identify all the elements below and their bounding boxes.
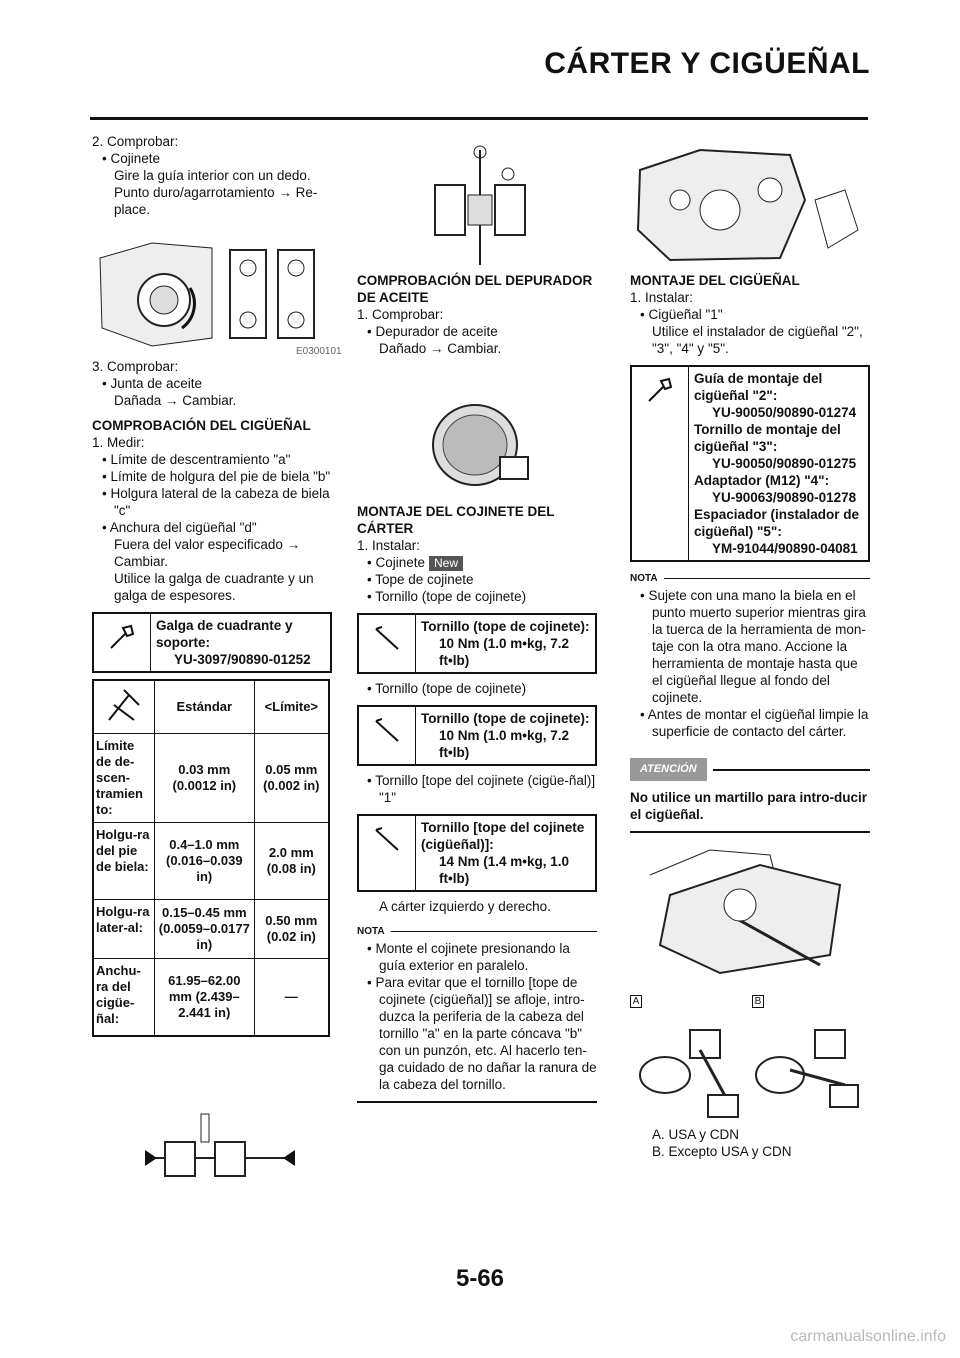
page-title: CÁRTER Y CIGÜEÑAL	[544, 47, 870, 80]
row-label: Anchu-ra del cigüe-ñal:	[93, 959, 155, 1037]
caution-label: ATENCIÓN	[630, 758, 707, 781]
page-number: 5-66	[455, 1265, 505, 1292]
new-badge: New	[429, 556, 463, 571]
torque-spec-box	[357, 705, 597, 766]
row-standard: 0.4–1.0 mm (0.016–0.039 in)	[155, 823, 255, 900]
spec-value: 10 Nm (1.0 m•kg, 7.2 ft•lb)	[439, 728, 570, 760]
wrench-icon	[632, 367, 689, 560]
text-line: Utilice el instalador de cigüeñal "2", "3", "4" y "5".	[652, 324, 863, 356]
spec-name: Tornillo (tope de cojinete):	[421, 619, 590, 634]
step-2: 2. Comprobar:	[92, 134, 179, 149]
caution-text: No utilice un martillo para intro-ducir el cigüeñal.	[630, 790, 868, 822]
note-label: NOTA	[357, 926, 385, 937]
spec-name: Tornillo [tope del cojinete (cigüeñal)]:	[421, 820, 585, 852]
row-limit: 0.05 mm (0.002 in)	[254, 734, 329, 823]
table-row	[93, 959, 329, 1037]
text-line: Punto duro/agarrotamiento → Re-	[114, 185, 318, 200]
spec-value: 14 Nm (1.4 m•kg, 1.0 ft•lb)	[439, 854, 570, 886]
row-limit: 2.0 mm (0.08 in)	[254, 823, 329, 900]
table-row	[93, 823, 329, 900]
bullet-bearing: • Cojinete	[102, 151, 161, 166]
note-item: • Sujete con una mano la biela en el punto muerto superior mientras gira la tuerca de la herramienta de mon-taje con la otra mano. Accione la herramienta de montaje hasta que el cigüeñal llegue al fondo del cojinete.	[640, 588, 866, 705]
figure-label-b: B	[752, 995, 764, 1008]
crankcase-figure	[630, 140, 870, 268]
bullet-item: • Tornillo (tope de cojinete)	[367, 681, 527, 696]
note-end-rule	[357, 1101, 597, 1103]
text-line: place.	[114, 202, 151, 217]
crankshaft-install-figure	[630, 845, 870, 980]
text-line: Cambiar.	[114, 554, 169, 569]
table-row	[93, 900, 329, 959]
caption-a: A. USA y CDN	[652, 1127, 740, 1142]
torque-wrench-icon	[359, 615, 416, 672]
text-line: A cárter izquierdo y derecho.	[379, 899, 551, 914]
tool-spec-box	[92, 612, 332, 673]
bullet-item: • Anchura del cigüeñal "d"	[102, 520, 257, 535]
note-header	[357, 923, 597, 940]
row-label: Holgu-ra del pie de biela:	[93, 823, 155, 900]
row-label: Holgu-ra later-al:	[93, 900, 155, 959]
limits-table	[92, 679, 330, 1037]
crankshaft-figure-top	[420, 140, 540, 268]
figure-spacer	[357, 357, 597, 495]
torque-spec-box	[357, 814, 597, 892]
note-label: NOTA	[630, 573, 658, 584]
note-header	[630, 570, 870, 587]
torque-spec-box	[357, 613, 597, 674]
installer-tools-figure	[630, 1010, 870, 1120]
bullet-item: • Cigüeñal "1"	[640, 307, 723, 322]
tool-code: YU-3097/90890-01252	[174, 652, 311, 667]
note-item: • Antes de montar el cigüeñal limpie la superficie de contacto del cárter.	[640, 707, 869, 739]
step-3: 3. Comprobar:	[92, 359, 179, 374]
bullet-item: • Tope de cojinete	[367, 572, 474, 587]
text-line: Dañado → Cambiar.	[379, 341, 502, 356]
figure-spacer	[92, 218, 332, 358]
section-heading: MONTAJE DEL COJINETE DEL CÁRTER	[357, 504, 555, 536]
note-item: • Para evitar que el tornillo [tope de cojinete (cigüeñal)] se afloje, intro-duzca la periferia de la cabeza del tornillo "a" en la parte cóncava "b" con un punzón, etc. Al hacerlo ten-ga cuidado de no dañar la ranura de la cabeza del tornillo.	[367, 975, 597, 1092]
bullet-item: • Tornillo (tope de cojinete)	[367, 589, 527, 604]
text-line: Dañada → Cambiar.	[114, 393, 237, 408]
row-limit: —	[254, 959, 329, 1037]
bullet-oil-seal: • Junta de aceite	[102, 376, 203, 391]
tool-name: Adaptador (M12) "4":	[694, 473, 830, 488]
torque-wrench-icon	[359, 707, 416, 764]
wrench-icon	[94, 614, 151, 671]
header-rule	[90, 117, 868, 120]
step-1: 1. Medir:	[92, 435, 145, 450]
tool-spec-box	[630, 365, 870, 562]
tool-name: Guía de montaje del cigüeñal "2":	[694, 371, 823, 403]
caution-header	[630, 758, 870, 781]
section-heading: COMPROBACIÓN DEL DEPURADOR DE ACEITE	[357, 273, 593, 305]
tool-code: YU-90050/90890-01275	[712, 456, 857, 471]
figure-code: E0300101	[296, 346, 342, 357]
spec-value: 10 Nm (1.0 m•kg, 7.2 ft•lb)	[439, 636, 570, 668]
text-line: Utilice la galga de cuadrante y un galga de espesores.	[114, 571, 314, 603]
bullet-item: • Depurador de aceite	[367, 324, 498, 339]
header-standard: Estándar	[155, 680, 255, 734]
tool-code: YU-90050/90890-01274	[712, 405, 857, 420]
section-heading: COMPROBACIÓN DEL CIGÜEÑAL	[92, 418, 311, 433]
text-line: Gire la guía interior con un dedo.	[114, 168, 311, 183]
bullet-item: • Límite de descentramiento "a"	[102, 452, 291, 467]
measure-icon	[93, 680, 155, 734]
header-limit: <Límite>	[254, 680, 329, 734]
watermark: carmanualsonline.info	[790, 1328, 946, 1345]
spec-name: Tornillo (tope de cojinete):	[421, 711, 590, 726]
bullet-item: • Holgura lateral de la cabeza de biela "c"	[102, 486, 330, 518]
step-1: 1. Comprobar:	[357, 307, 444, 322]
caption-b: B. Excepto USA y CDN	[652, 1144, 792, 1159]
tool-name: Espaciador (instalador de cigüeñal) "5":	[694, 507, 860, 539]
bullet-item: • Límite de holgura del pie de biela "b"	[102, 469, 331, 484]
text-line: Fuera del valor especificado →	[114, 537, 301, 552]
bullet-item: • Tornillo [tope del cojinete (cigüe-ñal)] "1"	[367, 773, 596, 805]
tool-code: YU-90063/90890-01278	[712, 490, 857, 505]
caution-end-rule	[630, 831, 870, 833]
note-item: • Monte el cojinete presionando la guía exterior en paralelo.	[367, 941, 570, 973]
row-standard: 0.15–0.45 mm (0.0059–0.0177 in)	[155, 900, 255, 959]
tool-code: YM-91044/90890-04081	[712, 541, 858, 556]
table-row	[93, 734, 329, 823]
tool-name: Tornillo de montaje del cigüeñal "3":	[694, 422, 841, 454]
column-3	[630, 272, 870, 833]
row-standard: 0.03 mm (0.0012 in)	[155, 734, 255, 823]
column-2	[357, 272, 597, 1103]
bullet-item: • Cojinete	[367, 555, 426, 570]
figure-label-a: A	[630, 995, 642, 1008]
row-limit: 0.50 mm (0.02 in)	[254, 900, 329, 959]
column-1	[92, 133, 332, 1037]
step-1: 1. Instalar:	[357, 538, 421, 553]
tool-name: Galga de cuadrante y soporte:	[156, 618, 293, 650]
step-1: 1. Instalar:	[630, 290, 694, 305]
section-heading: MONTAJE DEL CIGÜEÑAL	[630, 273, 800, 288]
row-standard: 61.95–62.00 mm (2.439–2.441 in)	[155, 959, 255, 1037]
torque-wrench-icon	[359, 816, 416, 890]
row-label: Límite de de-scen-tramien to:	[93, 734, 155, 823]
crankshaft-runout-figure	[145, 1110, 295, 1190]
